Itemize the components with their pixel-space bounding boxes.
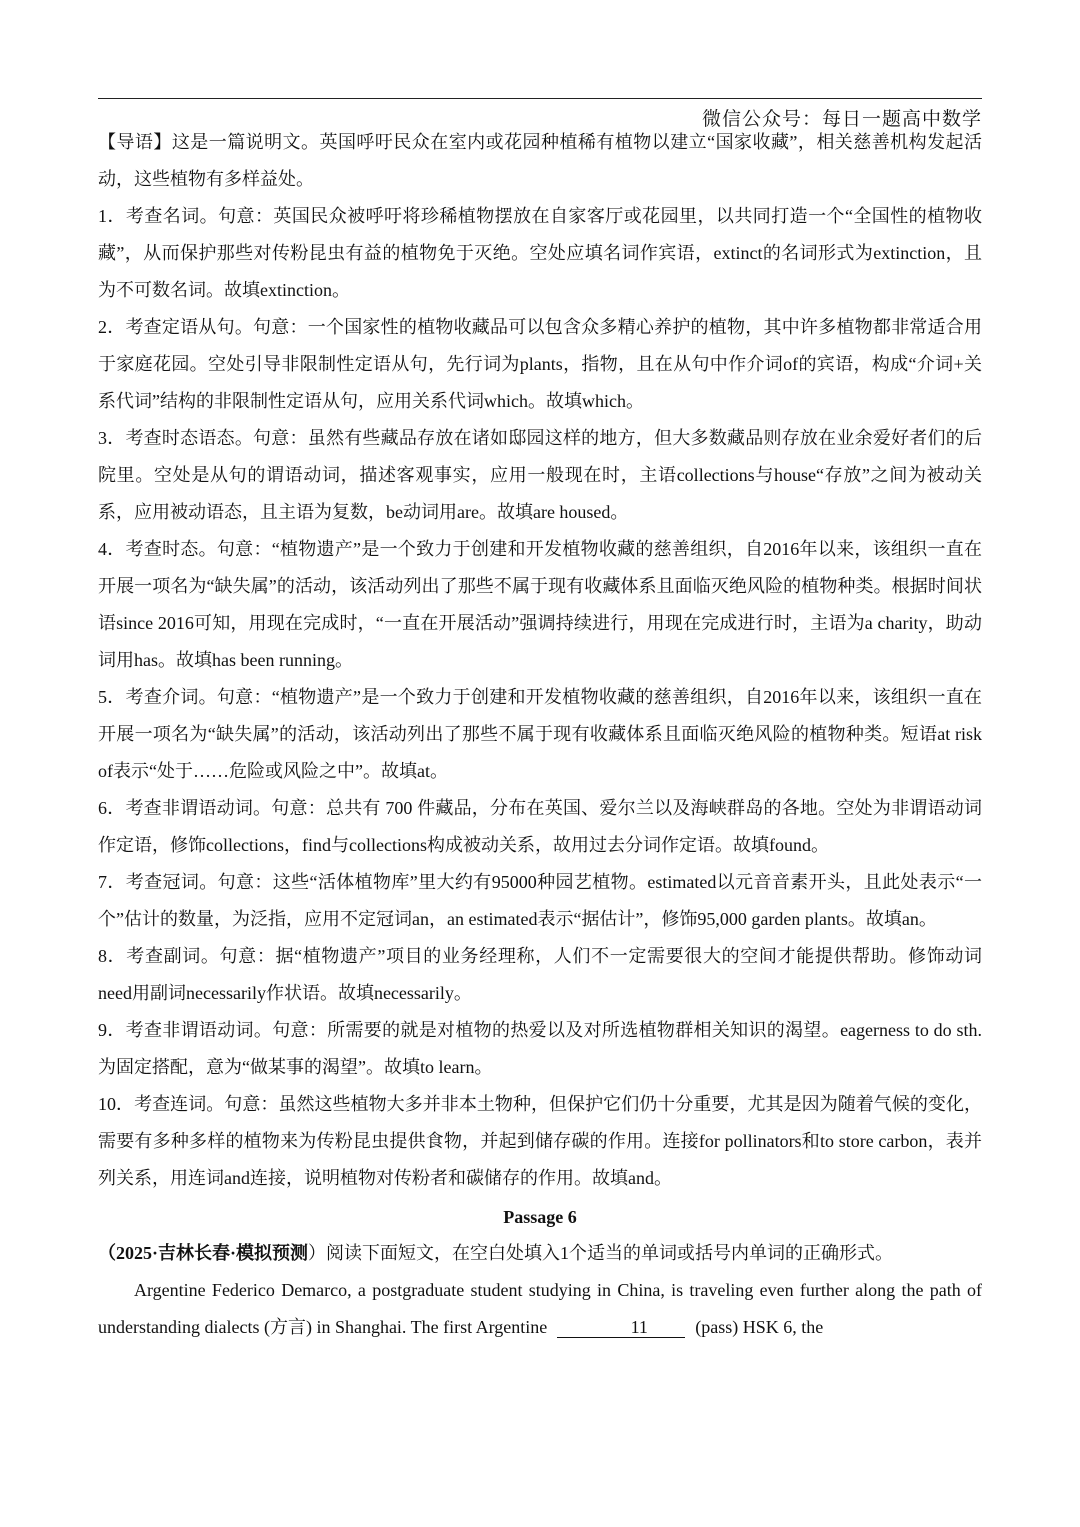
- answer-item-2: 2．考查定语从句。句意：一个国家性的植物收藏品可以包含众多精心养护的植物，其中许多植物都非常适合用于家庭花园。空处引导非限制性定语从句，先行词为plants，指物，且在从句中作介词of的宾语，构成“介词+关系代词”结构的非限制性定语从句，应用关系代词which。故填which。: [98, 317, 982, 411]
- answer-item-4: 4．考查时态。句意：“植物遗产”是一个致力于创建和开发植物收藏的慈善组织，自2016年以来，该组织一直在开展一项名为“缺失属”的活动，该活动列出了那些不属于现有收藏体系且面临灭绝风险的植物种类。根据时间状语since 2016可知，用现在完成时，“一直在开展活动”强调持续进行，用现在完成进行时，主语为a charity，助动词用has。故填has been running。: [98, 539, 982, 670]
- answer-item-7: 7．考查冠词。句意：这些“活体植物库”里大约有95000种园艺植物。estimated以元音音素开头，且此处表示“一个”估计的数量，为泛指，应用不定冠词an，an estimated表示“据估计”，修饰95,000 garden plants。故填an。: [98, 872, 982, 929]
- passage-title: Passage 6: [503, 1207, 577, 1227]
- answer-item-9: 9．考查非谓语动词。句意：所需要的就是对植物的热爱以及对所选植物群相关知识的渴望。eagerness to do sth.为固定搭配，意为“做某事的渴望”。故填to learn。: [98, 1020, 982, 1077]
- intro-paragraph: 【导语】这是一篇说明文。英国呼吁民众在室内或花园种植稀有植物以建立“国家收藏”，相关慈善机构发起活动，这些植物有多样益处。: [98, 132, 982, 189]
- answer-item-10: 10．考查连词。句意：虽然这些植物大多并非本土物种，但保护它们仍十分重要，尤其是因为随着气候的变化，需要有多种多样的植物来为传粉昆虫提供食物，并起到储存碳的作用。连接for pollinators和to store carbon，表并列关系，用连词and连接，说明植物对传粉者和碳储存的作用。故填and。: [98, 1094, 982, 1188]
- passage-paragraph: [98, 1272, 982, 1346]
- header-rule: [98, 98, 982, 99]
- passage-instructions: ）阅读下面短文，在空白处填入1个适当的单词或括号内单词的正确形式。: [308, 1243, 894, 1263]
- passage-source-line: [98, 1235, 982, 1272]
- passage-source: （2025·吉林长春·模拟预测: [98, 1243, 309, 1263]
- blank-11[interactable]: 11: [557, 1317, 685, 1338]
- answer-item-6: 6．考查非谓语动词。句意：总共有 700 件藏品，分布在英国、爱尔兰以及海峡群岛的各地。空处为非谓语动词作定语，修饰collections，find与collections构成被动关系，故用过去分词作定语。故填found。: [98, 798, 982, 855]
- document-body: [98, 124, 982, 1346]
- answer-item-8: 8．考查副词。句意：据“植物遗产”项目的业务经理称，人们不一定需要很大的空间才能提供帮助。修饰动词need用副词necessarily作状语。故填necessarily。: [98, 946, 982, 1003]
- passage-text-after-blank: (pass) HSK 6, the: [695, 1317, 824, 1337]
- answer-item-1: 1．考查名词。句意：英国民众被呼吁将珍稀植物摆放在自家客厅或花园里，以共同打造一个“全国性的植物收藏”，从而保护那些对传粉昆虫有益的植物免于灭绝。空处应填名词作宾语，extinct的名词形式为extinction，且为不可数名词。故填extinction。: [98, 206, 982, 300]
- answer-item-5: 5．考查介词。句意：“植物遗产”是一个致力于创建和开发植物收藏的慈善组织，自2016年以来，该组织一直在开展一项名为“缺失属”的活动，该活动列出了那些不属于现有收藏体系且面临灭绝风险的植物种类。短语at risk of表示“处于……危险或风险之中”。故填at。: [98, 687, 982, 781]
- answer-item-3: 3．考查时态语态。句意：虽然有些藏品存放在诸如邸园这样的地方，但大多数藏品则存放在业余爱好者们的后院里。空处是从句的谓语动词，描述客观事实，应用一般现在时，主语collections与house“存放”之间为被动关系，应用被动语态，且主语为复数，be动词用are。故填are housed。: [98, 428, 982, 522]
- passage-text-before-blank: Argentine Federico Demarco, a postgraduate student studying in China, is traveling even further along the path of understanding dialects (方言) in Shanghai. The first Argentine: [98, 1280, 982, 1337]
- header-watermark: 微信公众号：每日一题高中数学: [701, 108, 982, 130]
